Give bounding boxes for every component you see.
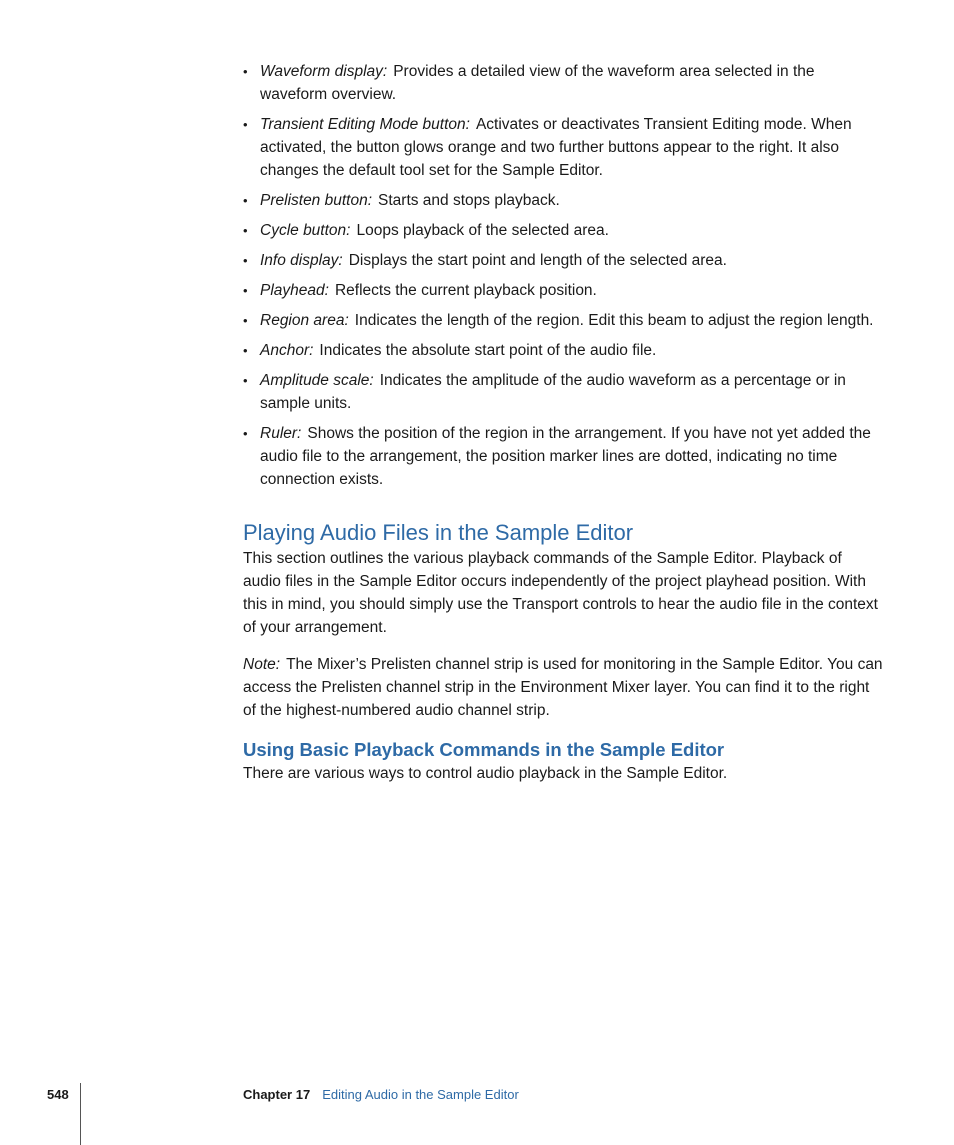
section-paragraph: This section outlines the various playback commands of the Sample Editor. Playback of audio files in the Sample Editor occurs independently of the project playhead position. With this in mind, you should simply use the Transport controls to hear the audio file in the context of your arrangement. (243, 550, 878, 636)
bullet-icon: • (243, 373, 248, 388)
bullet-icon: • (243, 253, 248, 268)
item-term: Prelisten button: (260, 192, 373, 209)
list-item (243, 219, 883, 242)
footer-divider (80, 1083, 81, 1145)
item-term: Transient Editing Mode button: (260, 116, 470, 133)
item-term: Amplitude scale: (260, 372, 374, 389)
bullet-icon: • (243, 313, 248, 328)
list-item (243, 422, 883, 491)
chapter-title: Editing Audio in the Sample Editor (322, 1087, 519, 1102)
section-heading: Playing Audio Files in the Sample Editor (243, 520, 634, 545)
note-paragraph (243, 653, 883, 722)
bullet-icon: • (243, 64, 248, 79)
item-text: Indicates the length of the region. Edit this beam to adjust the region length. (354, 312, 874, 329)
item-text: Indicates the absolute start point of the audio file. (319, 342, 657, 359)
bullet-icon: • (243, 117, 248, 132)
subsection-heading: Using Basic Playback Commands in the Sample Editor (243, 739, 725, 760)
item-term: Info display: (260, 252, 343, 269)
page-number: 548 (47, 1087, 69, 1102)
item-text: Loops playback of the selected area. (356, 222, 609, 239)
item-text: Displays the start point and length of the selected area. (348, 252, 727, 269)
list-item (243, 189, 883, 212)
item-text: Activates or deactivates Transient Editing mode. When activated, the button glows orange and two further buttons appear to the right. It also changes the default tool set for the Sample Editor. (260, 116, 852, 179)
list-item (243, 369, 883, 415)
item-term: Anchor: (260, 342, 314, 359)
chapter-label: Chapter 17 (243, 1087, 311, 1102)
footer-chapter (243, 1087, 519, 1102)
item-term: Waveform display: (260, 63, 388, 80)
list-item (243, 60, 883, 106)
list-item (243, 279, 883, 302)
note-label: Note: (243, 656, 281, 673)
item-text: Shows the position of the region in the arrangement. If you have not yet added the audio file to the arrangement, the position marker lines are dotted, indicating no time connection exists. (260, 425, 871, 488)
bullet-icon: • (243, 223, 248, 238)
bullet-icon: • (243, 283, 248, 298)
page-content (243, 60, 883, 799)
bullet-icon: • (243, 426, 248, 441)
item-term: Cycle button: (260, 222, 351, 239)
item-text: Indicates the amplitude of the audio waveform as a percentage or in sample units. (260, 372, 846, 412)
item-text: Starts and stops playback. (378, 192, 560, 209)
list-item (243, 249, 883, 272)
list-item (243, 339, 883, 362)
note-text: The Mixer’s Prelisten channel strip is used for monitoring in the Sample Editor. You can access the Prelisten channel strip in the Environment Mixer layer. You can find it to the right of the highest-numbered audio channel strip. (243, 656, 883, 719)
bullet-icon: • (243, 343, 248, 358)
definition-list (243, 60, 883, 491)
list-item (243, 309, 883, 332)
item-term: Ruler: (260, 425, 302, 442)
item-text: Provides a detailed view of the waveform area selected in the waveform overview. (260, 63, 815, 103)
item-text: Reflects the current playback position. (334, 282, 597, 299)
list-item (243, 113, 883, 182)
subsection-paragraph: There are various ways to control audio playback in the Sample Editor. (243, 765, 728, 782)
item-term: Playhead: (260, 282, 329, 299)
item-term: Region area: (260, 312, 349, 329)
bullet-icon: • (243, 193, 248, 208)
